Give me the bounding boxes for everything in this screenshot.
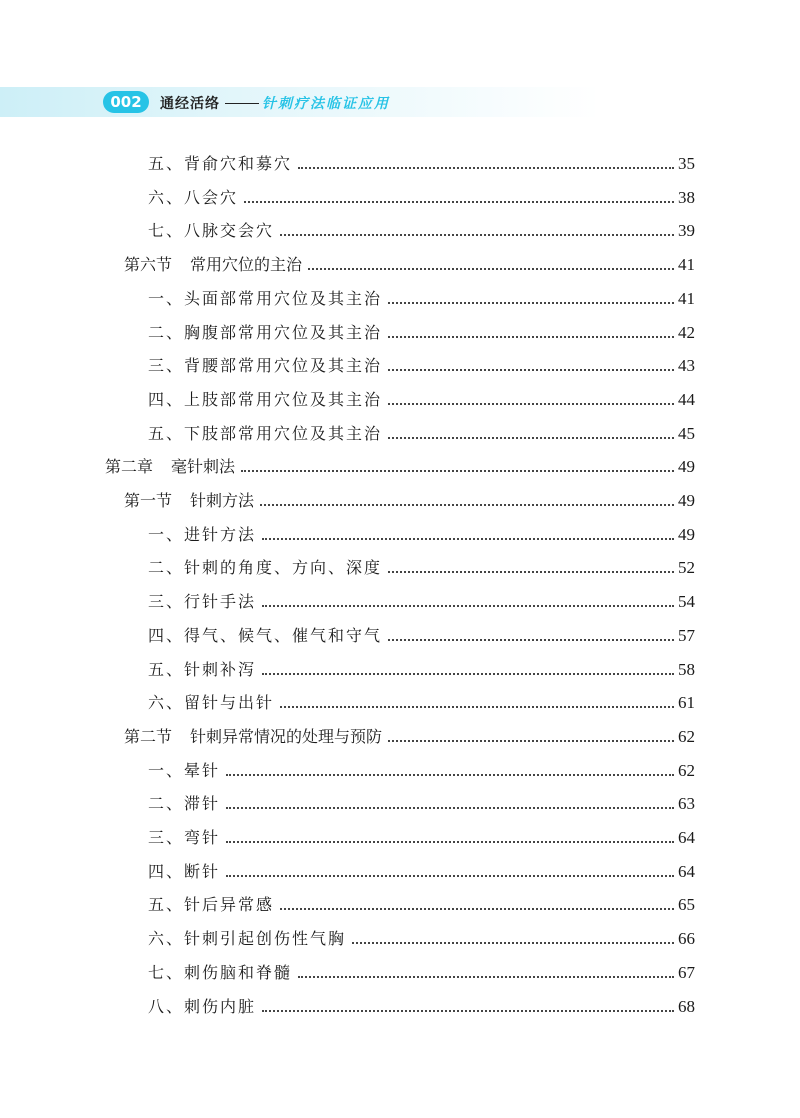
toc-entry-label: 五、针刺补泻 [148, 659, 257, 679]
toc-entry-label [105, 457, 235, 477]
toc-entry[interactable] [148, 919, 695, 949]
toc-leader-dots [244, 201, 674, 203]
toc-entry-label: 四、断针 [148, 861, 221, 881]
toc-entry-page: 45 [678, 423, 695, 443]
toc-leader-dots [388, 403, 674, 405]
toc-entry[interactable] [148, 414, 695, 444]
toc-entry-label: 六、留针与出针 [148, 693, 275, 713]
toc-leader-dots [298, 167, 674, 169]
toc-leader-dots [226, 774, 674, 776]
toc-leader-dots [260, 504, 674, 506]
toc-entry-label: 五、下肢部常用穴位及其主治 [148, 423, 383, 443]
toc-entry-page: 65 [678, 895, 695, 915]
toc-entry-number: 第二章 [105, 457, 154, 477]
toc-entry-label: 一、头面部常用穴位及其主治 [148, 288, 383, 308]
toc-leader-dots [280, 234, 674, 236]
toc-entry[interactable] [124, 481, 695, 511]
book-title: 通经活络 [160, 96, 220, 112]
toc-entry-label: 七、刺伤脑和脊髓 [148, 962, 293, 982]
toc-entry-label: 二、针刺的角度、方向、深度 [148, 558, 383, 578]
toc-entry[interactable] [148, 380, 695, 410]
toc-entry-label: 五、针后异常感 [148, 895, 275, 915]
toc-entry-number: 第二节 [124, 726, 173, 746]
toc-entry[interactable] [148, 616, 695, 646]
toc-entry-page: 62 [678, 760, 695, 780]
toc-leader-dots [280, 908, 674, 910]
toc-entry[interactable] [148, 784, 695, 814]
toc-entry[interactable] [148, 211, 695, 241]
toc-entry[interactable] [148, 515, 695, 545]
toc-entry-page: 63 [678, 794, 695, 814]
toc-entry[interactable] [148, 818, 695, 848]
toc-entry-label: 三、行针手法 [148, 592, 257, 612]
toc-leader-dots [388, 336, 674, 338]
toc-entry-page: 62 [678, 726, 695, 746]
toc-entry[interactable] [148, 987, 695, 1017]
toc-entry-page: 61 [678, 693, 695, 713]
toc-entry-label: 六、八会穴 [148, 187, 239, 207]
toc-leader-dots [241, 470, 674, 472]
toc-entry[interactable] [148, 582, 695, 612]
toc-entry-page: 41 [678, 288, 695, 308]
toc-entry-page: 64 [678, 828, 695, 847]
toc-leader-dots [226, 807, 674, 809]
toc-entry[interactable] [105, 447, 695, 477]
title-dash [225, 103, 259, 104]
toc-entry-number: 第一节 [124, 491, 173, 510]
toc-entry-label: 三、背腰部常用穴位及其主治 [148, 356, 383, 376]
toc-entry[interactable] [148, 852, 695, 882]
toc-entry-label: 五、背俞穴和募穴 [148, 154, 293, 173]
toc-entry-label: 二、滞针 [148, 794, 221, 814]
toc-entry[interactable] [148, 751, 695, 781]
toc-leader-dots [298, 976, 674, 978]
toc-entry-label: 三、弯针 [148, 828, 221, 847]
toc-entry-label [124, 255, 302, 275]
toc-leader-dots [262, 1010, 674, 1012]
toc-entry[interactable] [148, 313, 695, 343]
toc-entry-page: 64 [678, 861, 695, 881]
book-subtitle: 针刺疗法临证应用 [262, 96, 390, 112]
toc-entry-page: 44 [678, 389, 695, 409]
toc-entry-page: 42 [678, 322, 695, 342]
toc-entry-label [124, 727, 382, 747]
toc-leader-dots [388, 302, 674, 304]
toc-entry-page: 41 [678, 255, 695, 275]
toc-entry-label: 一、进针方法 [148, 524, 257, 544]
toc-entry-page: 49 [678, 524, 695, 544]
toc-entry-page: 38 [678, 187, 695, 207]
toc-entry-page: 66 [678, 929, 695, 949]
toc-entry-title: 针刺方法 [190, 491, 255, 510]
toc-entry[interactable] [148, 548, 695, 578]
toc-entry[interactable] [148, 650, 695, 680]
toc-entry-page: 49 [678, 491, 695, 510]
toc-leader-dots [388, 369, 674, 371]
toc-leader-dots [388, 639, 674, 641]
toc-entry[interactable] [148, 144, 695, 174]
toc-entry-page: 58 [678, 659, 695, 679]
toc-leader-dots [226, 841, 674, 843]
toc-entry-title: 针刺异常情况的处理与预防 [190, 726, 383, 746]
toc-leader-dots [352, 942, 674, 944]
toc-entry[interactable] [124, 245, 695, 275]
toc-entry-label: 四、上肢部常用穴位及其主治 [148, 389, 383, 409]
toc-entry[interactable] [148, 279, 695, 309]
toc-entry-page: 67 [678, 962, 695, 982]
toc-entry-label [124, 491, 254, 511]
toc-entry-label: 二、胸腹部常用穴位及其主治 [148, 322, 383, 342]
toc-leader-dots [388, 740, 674, 742]
toc-leader-dots [262, 673, 674, 675]
toc-entry-page: 49 [678, 457, 695, 477]
toc-entry[interactable] [148, 953, 695, 983]
toc-entry[interactable] [148, 346, 695, 376]
toc-entry-page: 35 [678, 154, 695, 173]
toc-leader-dots [262, 538, 674, 540]
toc-entry-title: 常用穴位的主治 [190, 255, 303, 275]
toc-entry[interactable] [148, 885, 695, 915]
toc-leader-dots [226, 875, 674, 877]
toc-entry-title: 毫针刺法 [171, 457, 236, 477]
toc-entry-page: 57 [678, 625, 695, 645]
page-number-badge: 002 [103, 91, 149, 113]
toc-entry-number: 第六节 [124, 255, 173, 275]
toc-entry[interactable] [148, 178, 695, 208]
toc-entry-label: 七、八脉交会穴 [148, 221, 275, 241]
toc-leader-dots [388, 571, 674, 573]
toc-entry-label: 一、晕针 [148, 760, 221, 780]
toc-entry-label: 六、针刺引起创伤性气胸 [148, 929, 347, 949]
toc-leader-dots [280, 706, 674, 708]
toc-leader-dots [388, 437, 674, 439]
toc-entry-page: 43 [678, 356, 695, 376]
toc-entry-label: 八、刺伤内脏 [148, 996, 257, 1016]
toc-entry-page: 54 [678, 592, 695, 612]
toc-entry-page: 68 [678, 996, 695, 1016]
toc-entry[interactable] [124, 717, 695, 747]
toc-entry[interactable] [148, 683, 695, 713]
toc-leader-dots [308, 268, 674, 270]
toc-entry-label: 四、得气、候气、催气和守气 [148, 625, 383, 645]
toc-entry-page: 39 [678, 221, 695, 241]
toc-entry-page: 52 [678, 558, 695, 578]
toc-leader-dots [262, 605, 674, 607]
